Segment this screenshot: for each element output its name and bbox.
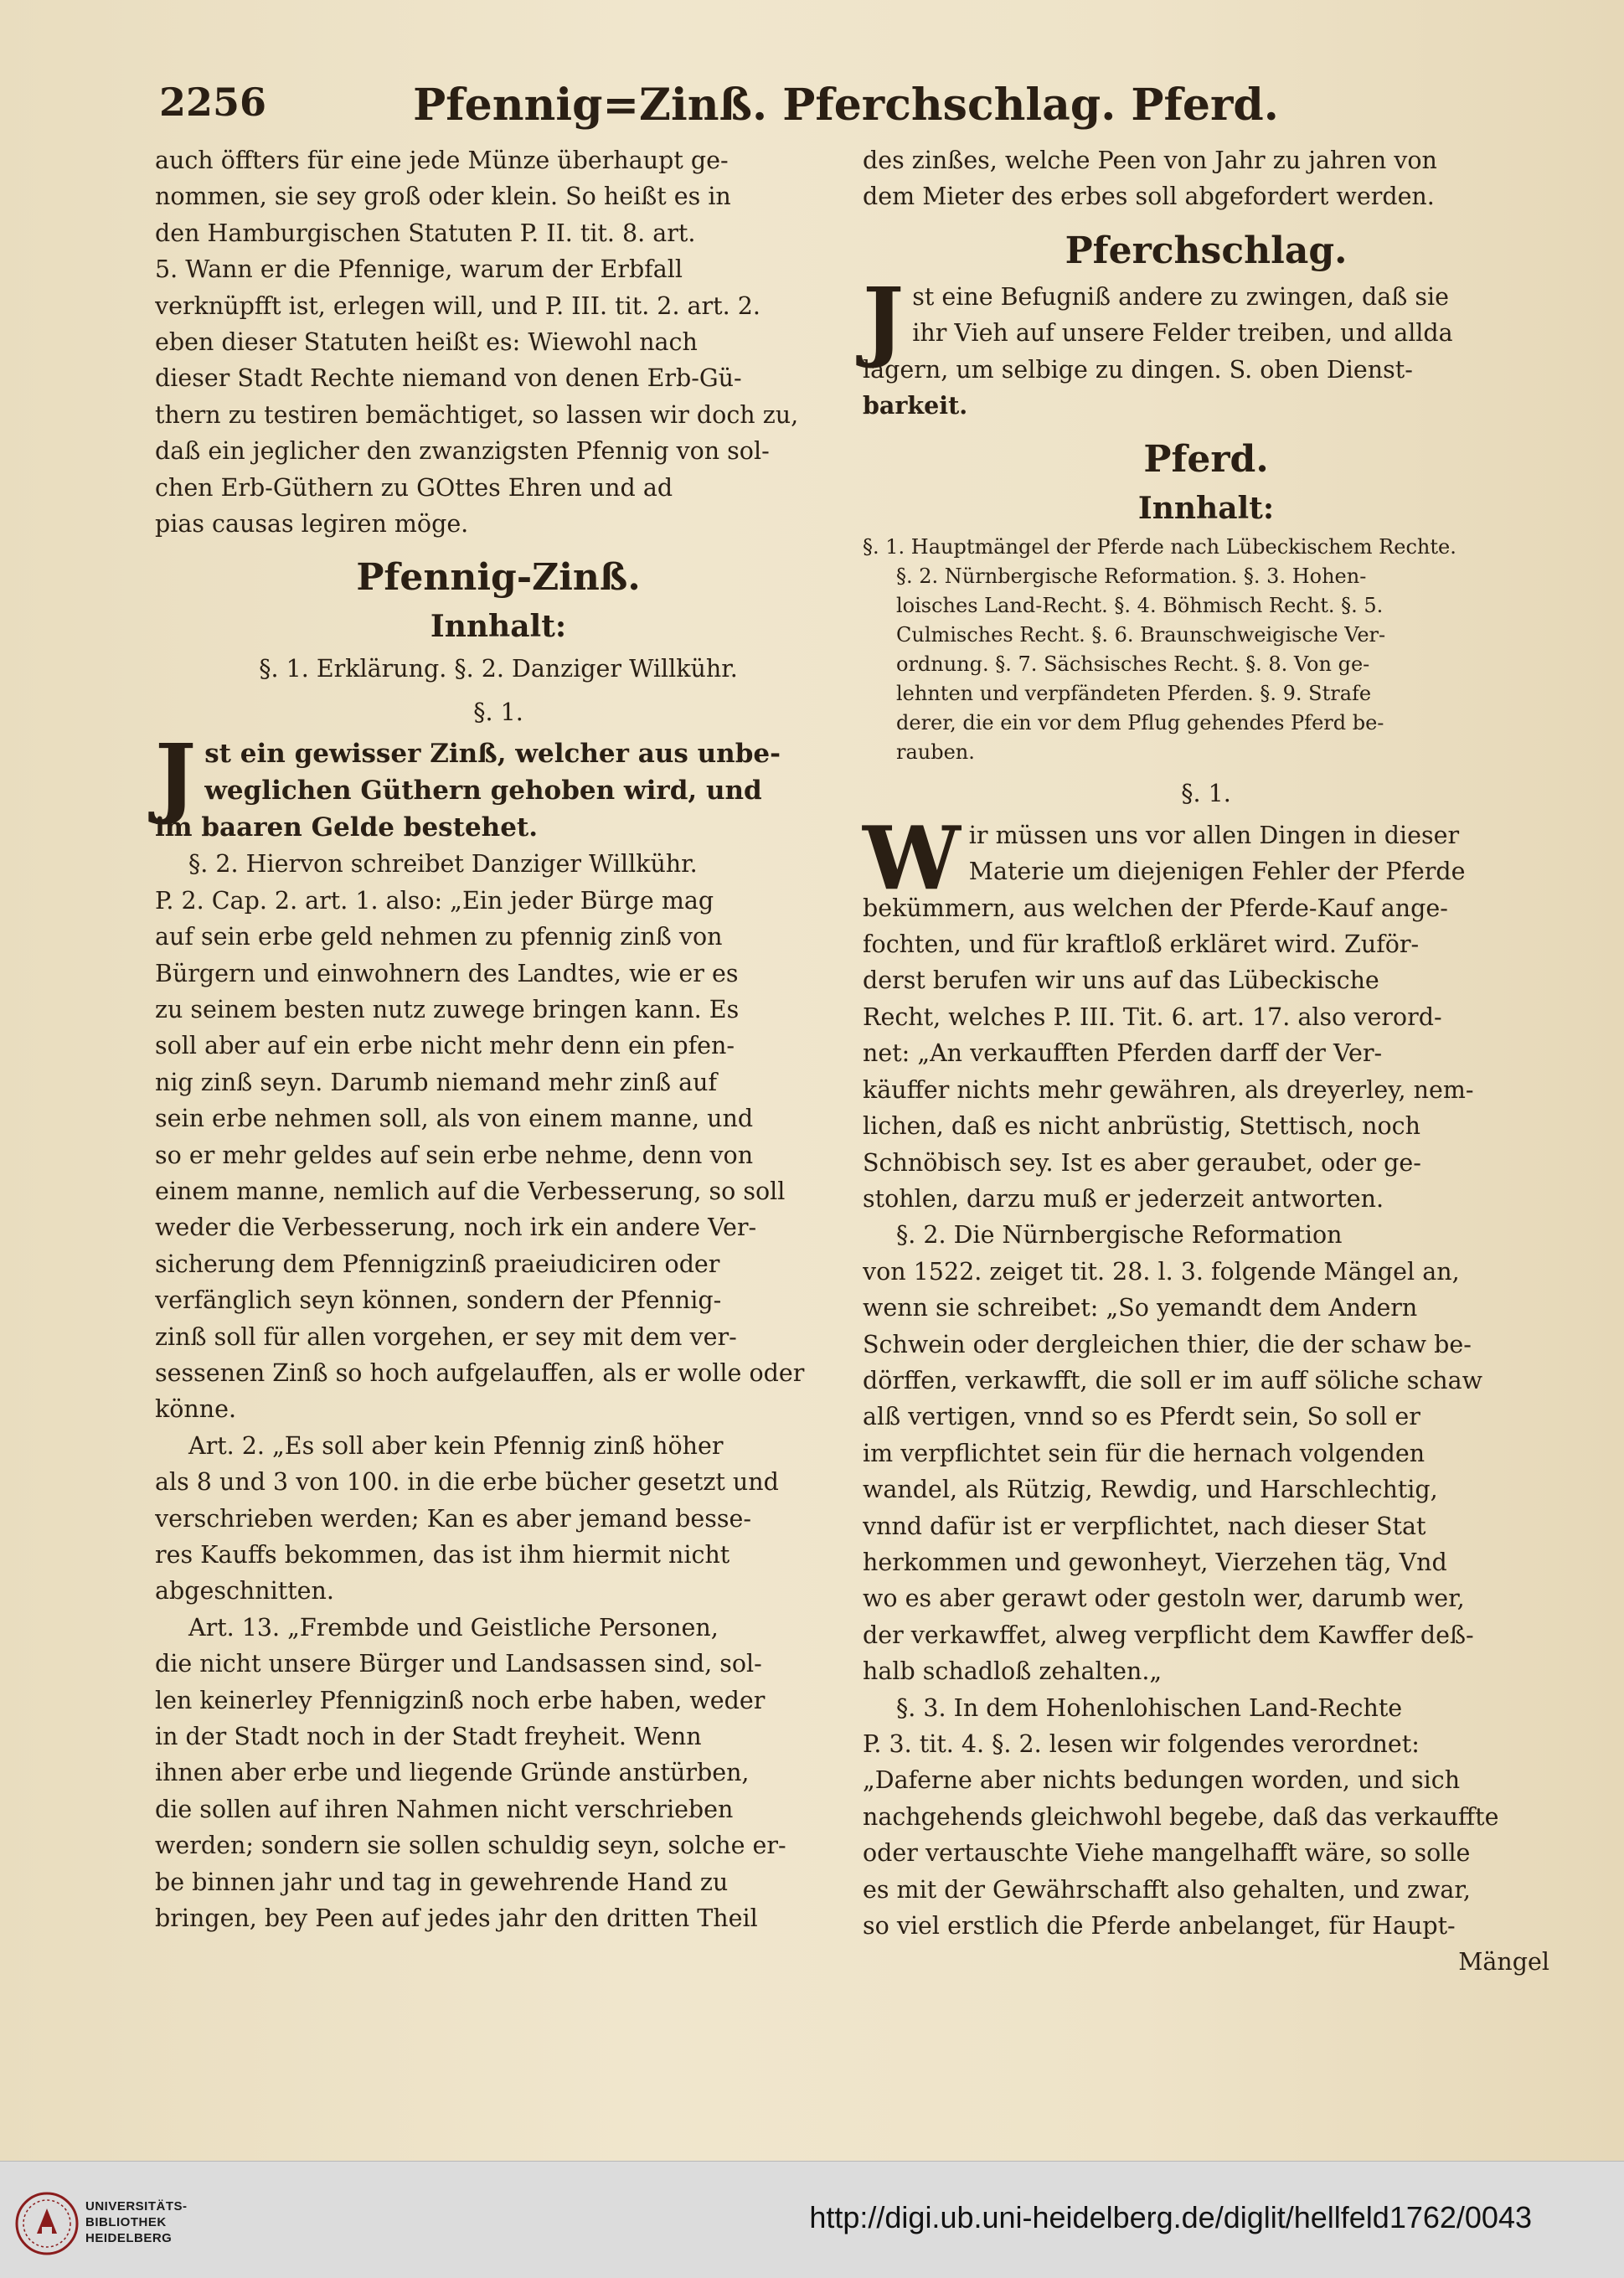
text-line: P. 3. tit. 4. §. 2. lesen wir folgendes verordnet: [863,1730,1420,1758]
text-line: P. 2. Cap. 2. art. 1. also: „Ein jeder Bürge mag [155,886,714,915]
text-line: Recht, welches P. III. Tit. 6. art. 17. also verord- [863,1002,1442,1031]
section-title-pfennig-zins: Pfennig-Zinß. [356,556,641,600]
text-line: nommen, sie sey groß oder klein. So heißt es in [155,183,731,211]
text-line: §. 3. In dem Hohenlohischen Land-Rechte [896,1693,1403,1722]
paragraph-3 [863,1690,1549,1945]
text-line: nachgehends gleichwohl begebe, daß das verkauffte [863,1802,1499,1831]
library-name-line: BIBLIOTHEK [85,2215,167,2229]
text-line: verknüpfft ist, erlegen will, und P. III. tit. 2. art. 2. [155,291,760,320]
text-line: bekümmern, aus welchen der Pferde-Kauf ange- [863,894,1448,922]
text-line: §. 2. Hiervon schreibet Danziger Willkühr. [188,850,698,879]
text-line: verschrieben werden; Kan es aber jemand besse- [155,1504,751,1533]
text-line: nig zinß seyn. Darumb niemand mehr zinß auf [155,1068,717,1096]
text-line: derst berufen wir uns auf das Lübeckische [863,966,1379,995]
page-number: 2256 [159,80,267,125]
paragraph-1 [155,724,842,846]
contents-item: derer, die ein vor dem Pflug gehendes Pferd be- [896,711,1384,735]
text-line: so er mehr geldes auf sein erbe nehme, denn von [155,1141,754,1169]
text-line: es mit der Gewährschafft also gehalten, und zwar, [863,1875,1471,1904]
continuation-text [863,142,1549,215]
text-line: käuffer nichts mehr gewähren, als dreyerley, nem- [863,1075,1474,1104]
contents-item: loisches Land-Recht. §. 4. Böhmisch Recht. §. 5. [896,594,1384,618]
text-line: st ein gewisser Zinß, welcher aus unbe- [204,739,781,770]
library-name-line: HEIDELBERG [85,2231,173,2245]
page-header [159,80,1533,138]
text-line: eben dieser Statuten heißt es: Wiewohl nach [155,328,698,357]
drop-cap: J [863,267,905,371]
paragraph-3 [155,1428,842,1610]
text-line: von 1522. zeiget tit. 28. l. 3. folgende Mängel an, [863,1257,1460,1286]
text-line: „Daferne aber nichts bedungen worden, und sich [863,1766,1461,1795]
text-line: als 8 und 3 von 100. in die erbe bücher gesetzt und [155,1468,779,1497]
paragraph-1 [863,806,1549,1217]
text-line: auf sein erbe geld nehmen zu pfennig zinß von [155,923,723,951]
text-line: chen Erb-Güthern zu GOttes Ehren und ad [155,473,673,502]
contents-item: rauben. [896,740,975,765]
text-line: res Kauffs bekommen, das ist ihm hiermit nicht [155,1541,730,1569]
text-line: daß ein jeglicher den zwanzigsten Pfennig von sol- [155,437,770,466]
contents-item: ordnung. §. 7. Sächsisches Recht. §. 8. Von ge- [896,652,1370,677]
text-line: weder die Verbesserung, noch irk ein andere Ver- [155,1214,757,1242]
text-line: die sollen auf ihren Nahmen nicht verschrieben [155,1795,734,1823]
text-line: dörffen, verkawfft, die soll er im auff söliche schaw [863,1366,1483,1394]
text-line: Schwein oder dergleichen thier, die der schaw be- [863,1330,1472,1358]
text-line: zinß soll für allen vorgehen, er sey mit dem ver- [155,1322,737,1351]
university-seal-icon [13,2190,80,2257]
text-line: wenn sie schreibet: „So yemandt dem Andern [863,1294,1418,1322]
contents-item: lehnten und verpfändeten Pferden. §. 9. Strafe [896,682,1372,706]
text-line: sessenen Zinß so hoch aufgelauffen, als er wolle oder [155,1358,805,1387]
text-line: so viel erstlich die Pferde anbelanget, für Haupt- [863,1912,1456,1940]
text-line: dem Mieter des erbes soll abgefordert werden. [863,183,1435,211]
left-column [155,142,842,1936]
text-line: zu seinem besten nutz zuwege bringen kann. Es [155,995,740,1023]
text-line: Bürgern und einwohnern des Landtes, wie er es [155,959,739,987]
text-line: ir müssen uns vor allen Dingen in dieser [968,821,1460,849]
library-name [85,2198,188,2246]
text-line: der verkawffet, alweg verpflicht dem Kawffer deß- [863,1621,1474,1649]
text-line: Art. 13. „Frembde und Geistliche Personen, [188,1613,719,1642]
contents-heading: Innhalt: [1137,491,1275,527]
contents-list [863,533,1549,767]
contents-item: §. 2. Nürnbergische Reformation. §. 3. Hohen- [896,564,1367,589]
contents-item: §. 1. Hauptmängel der Pferde nach Lübeckischem Rechte. [863,535,1456,559]
text-line: abgeschnitten. [155,1577,334,1605]
digitization-footer [0,2161,1624,2278]
text-line: alß vertigen, vnnd so es Pferdt sein, So soll er [863,1403,1420,1431]
contents-line: §. 1. Erklärung. §. 2. Danziger Willkühr. [259,655,738,683]
section-title-pferd: Pferd. [1143,438,1269,482]
text-line: ihnen aber erbe und liegende Gründe anstürben, [155,1759,750,1787]
contents-item: Culmisches Recht. §. 6. Braunschweigische Ver- [896,623,1386,647]
text-line: §. 2. Die Nürnbergische Reformation [896,1221,1343,1250]
pferchschlag-paragraph [863,267,1549,425]
paragraph-mark: §. 1. [473,698,523,726]
contents-heading: Innhalt: [430,609,567,645]
text-line: weglichen Güthern gehoben wird, und [204,776,762,807]
text-line: lichen, daß es nicht anbrüstig, Stettisch, noch [863,1112,1420,1141]
text-line: Materie um diejenigen Fehler der Pferde [968,858,1466,886]
paragraph-mark: §. 1. [1181,780,1231,808]
paragraph-2 [863,1217,1549,1689]
text-line: in der Stadt noch in der Stadt freyheit. Wenn [155,1723,702,1751]
text-line: halb schadloß zehalten.„ [863,1657,1163,1686]
text-line: vnnd dafür ist er verpflichtet, nach dieser Stat [863,1512,1426,1540]
text-line: sicherung dem Pfennigzinß praeiudiciren oder [155,1250,720,1278]
text-line: wo es aber gerawt oder gestoln wer, darumb wer, [863,1585,1465,1613]
text-line: einem manne, nemlich auf die Verbesserung, so soll [155,1177,786,1205]
continuation-text [155,142,842,542]
library-name-line: UNIVERSITÄTS- [85,2199,188,2214]
text-line: thern zu testiren bemächtiget, so lassen wir doch zu, [155,400,799,429]
text-line: Art. 2. „Es soll aber kein Pfennig zinß höher [188,1431,724,1460]
text-line: barkeit. [863,391,968,420]
text-line: Schnöbisch sey. Ist es aber geraubet, oder ge- [863,1148,1421,1177]
text-line: st eine Befugniß andere zu zwingen, daß sie [912,282,1449,311]
text-line: be binnen jahr und tag in gewehrende Hand zu [155,1868,729,1896]
text-line: sein erbe nehmen soll, als von einem manne, und [155,1105,754,1133]
text-line: soll aber auf ein erbe nicht mehr denn ein pfen- [155,1032,735,1060]
text-line: des zinßes, welche Peen von Jahr zu jahren von [863,147,1437,174]
text-line: 5. Wann er die Pfennige, warum der Erbfall [155,255,683,284]
text-line: bringen, bey Peen auf jedes jahr den dritten Theil [155,1904,758,1933]
text-line: könne. [155,1395,237,1424]
text-line: den Hamburgischen Statuten P. II. tit. 8. art. [155,219,696,247]
text-line: oder vertauschte Viehe mangelhafft wäre, so solle [863,1839,1471,1868]
text-line: auch öffters für eine jede Münze überhaupt ge- [155,147,729,174]
text-line: die nicht unsere Bürger und Landsassen sind, sol- [155,1650,762,1678]
catchword: Mängel [1458,1948,1549,1976]
text-line: stohlen, darzu muß er jederzeit antworten. [863,1184,1384,1213]
text-line: werden; sondern sie sollen schuldig seyn, solche er- [155,1832,786,1860]
text-line: net: „An verkaufften Pferden darff der Ver- [863,1039,1383,1068]
text-line: dieser Stadt Rechte niemand von denen Erb-Gü- [155,364,742,393]
source-url[interactable]: http://digi.ub.uni-heidelberg.de/diglit/hellfeld1762/0043 [809,2200,1532,2234]
text-line: len keinerley Pfennigzinß noch erbe haben, weder [155,1686,766,1714]
text-line: wandel, als Rützig, Rewdig, und Harschlechtig, [863,1476,1438,1504]
text-line: ihr Vieh auf unsere Felder treiben, und allda [912,319,1453,348]
right-column [863,142,1549,1981]
paragraph-2 [155,846,842,1428]
running-title: Pfennig=Zinß. Pferchschlag. Pferd. [413,80,1279,131]
drop-cap: W [863,806,961,910]
text-line: fochten, und für kraftloß erkläret wird. Zuför- [863,930,1420,959]
section-title-pferchschlag: Pferchschlag. [1065,229,1348,272]
text-line: verfänglich seyn können, sondern der Pfennig- [155,1286,722,1315]
text-line: lagern, um selbige zu dingen. S. oben Dienst- [863,355,1413,384]
text-line: pias causas legiren möge. [155,510,469,539]
text-line: im baaren Gelde bestehet. [155,812,539,843]
paragraph-4 [155,1610,842,1937]
text-line: herkommen und gewonheyt, Vierzehen täg, Vnd [863,1548,1447,1576]
text-line: im verpflichtet sein für die hernach volgenden [863,1439,1426,1467]
drop-cap: J [155,724,197,828]
